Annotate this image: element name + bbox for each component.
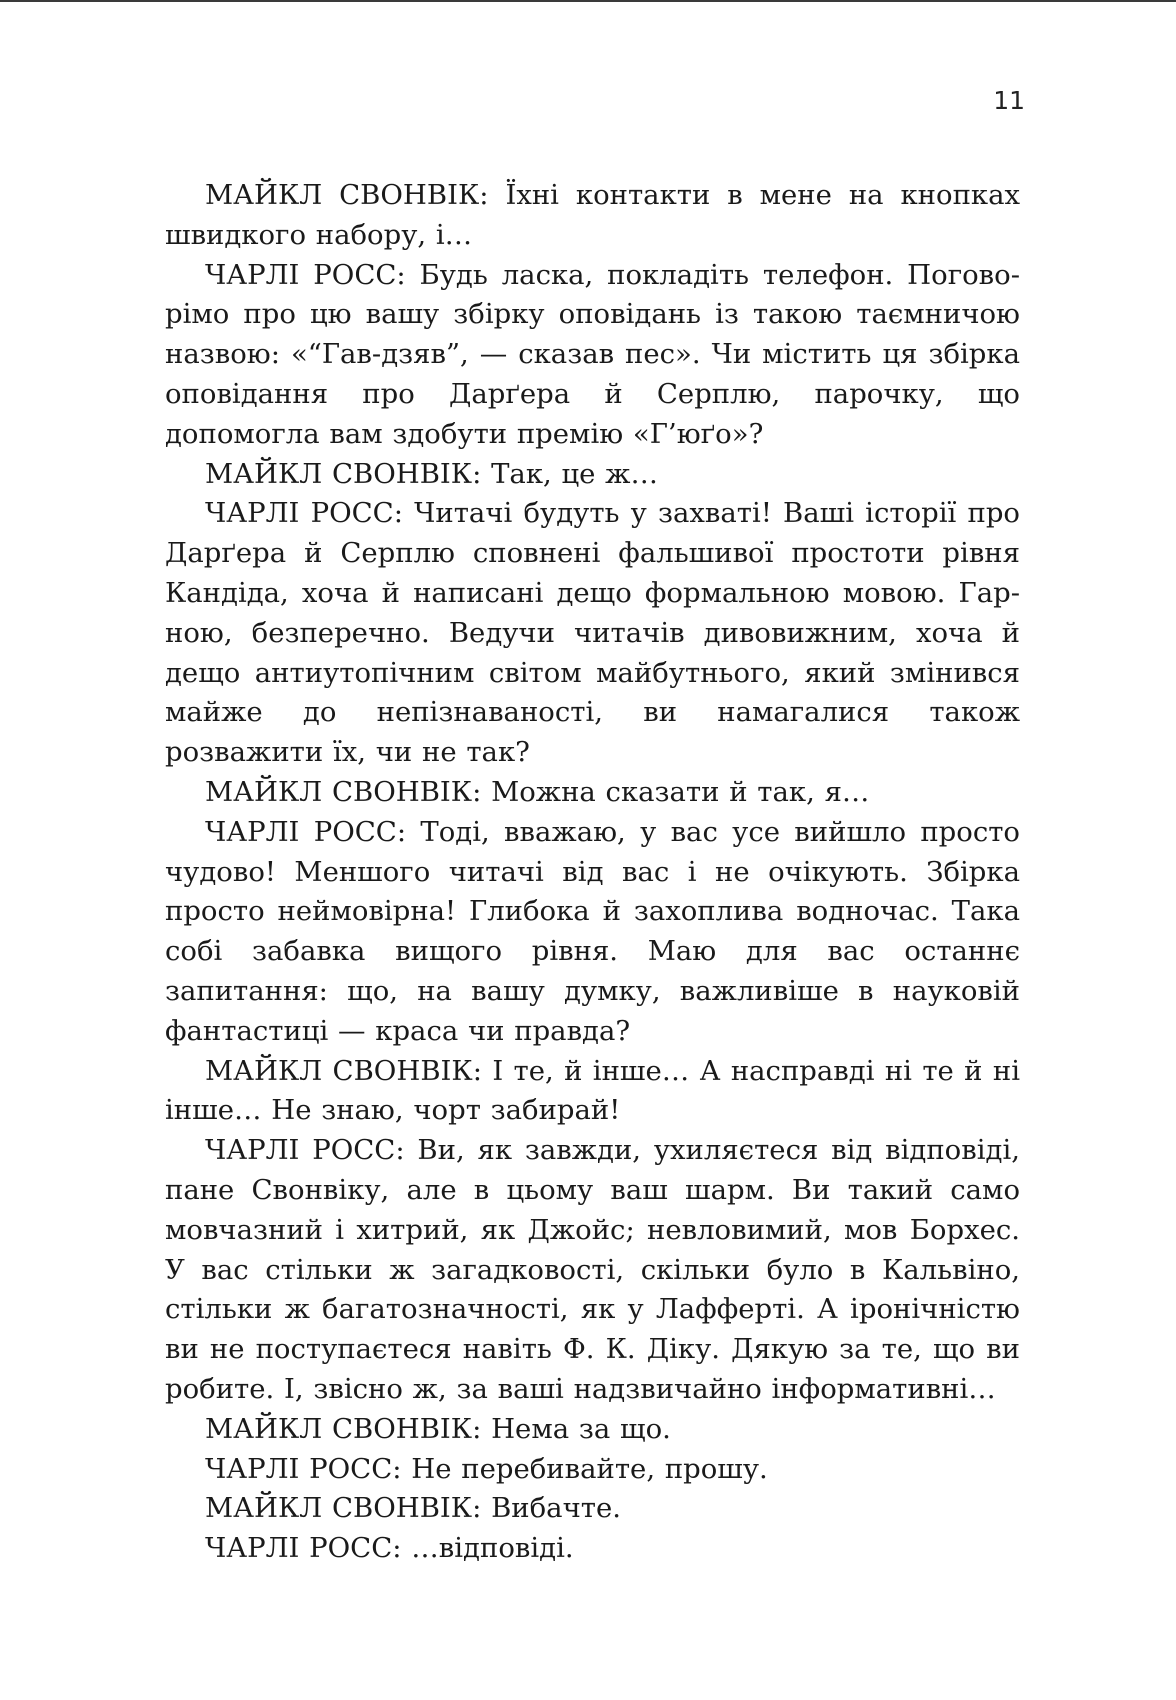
dialogue-text — [165, 176, 1020, 1569]
dialogue-paragraph: МАЙКЛ СВОНВІК: Так, це ж… — [205, 457, 658, 490]
dialogue-paragraph: ЧАРЛІ РОСС: Не перебивайте, прошу. — [205, 1452, 768, 1485]
dialogue-paragraph: МАЙКЛ СВОНВІК: Їхні контакти в мене на кнопках швидкого набору, і… — [165, 179, 1020, 251]
dialogue-paragraph: ЧАРЛІ РОСС: Ви, як завжди, ухиляєтеся від відповіді, пане Свонвіку, але в цьому ваш шарм. Ви такий само мовчазний і хитрий, як Джойс; невловимий, мов Борхес. У вас стільки ж загадковості, скільки було в Кальвіно, стільки ж багатозначності, як у Лафферті. А іронічністю ви не поступаєтеся навіть Ф. К. Діку. Дякую за те, що ви робите. І, звісно ж, за ваші надзвичайно інформативні… — [165, 1134, 1020, 1405]
dialogue-paragraph: МАЙКЛ СВОНВІК: Вибачте. — [205, 1492, 621, 1525]
top-border-line — [0, 0, 1176, 2]
page-number: 11 — [993, 86, 1025, 115]
dialogue-paragraph: ЧАРЛІ РОСС: Будь ласка, покладіть телефон. Поговорімо про цю вашу збірку оповідань із такою таємничою назвою: «“Гав-дзяв”, — сказав пес». Чи містить ця збірка оповідання про Дарґера й Серплю, парочку, що допомогла вам здобути премію «Г’юґо»? — [165, 258, 1020, 450]
dialogue-paragraph: МАЙКЛ СВОНВІК: Нема за що. — [205, 1412, 671, 1445]
dialogue-paragraph: ЧАРЛІ РОСС: Читачі будуть у захваті! Ваші історії про Дарґера й Серплю сповнені фальшивої простоти рівня Кандіда, хоча й написані дещо формальною мовою. Гарною, безперечно. Ведучи читачів дивовижним, хоча й дещо антиутопічним світом майбутнього, який змінився майже до непізнаваності, ви намагалися також розважити їх, чи не так? — [165, 497, 1020, 769]
dialogue-paragraph: ЧАРЛІ РОСС: Тоді, вважаю, у вас усе вийшло просто чудово! Меншого читачі від вас і не очікують. Збірка просто неймовірна! Глибока й захоплива водночас. Така собі забавка вищого рівня. Маю для вас останнє запитання: що, на вашу думку, важливіше в науковій фантастиці — краса чи правда? — [165, 815, 1020, 1047]
dialogue-paragraph: МАЙКЛ СВОНВІК: І те, й інше… А насправді ні те й ні інше… Не знаю, чорт забирай! — [165, 1054, 1020, 1127]
dialogue-paragraph: ЧАРЛІ РОСС: …відповіді. — [205, 1532, 574, 1565]
dialogue-paragraph: МАЙКЛ СВОНВІК: Можна сказати й так, я… — [205, 775, 870, 808]
